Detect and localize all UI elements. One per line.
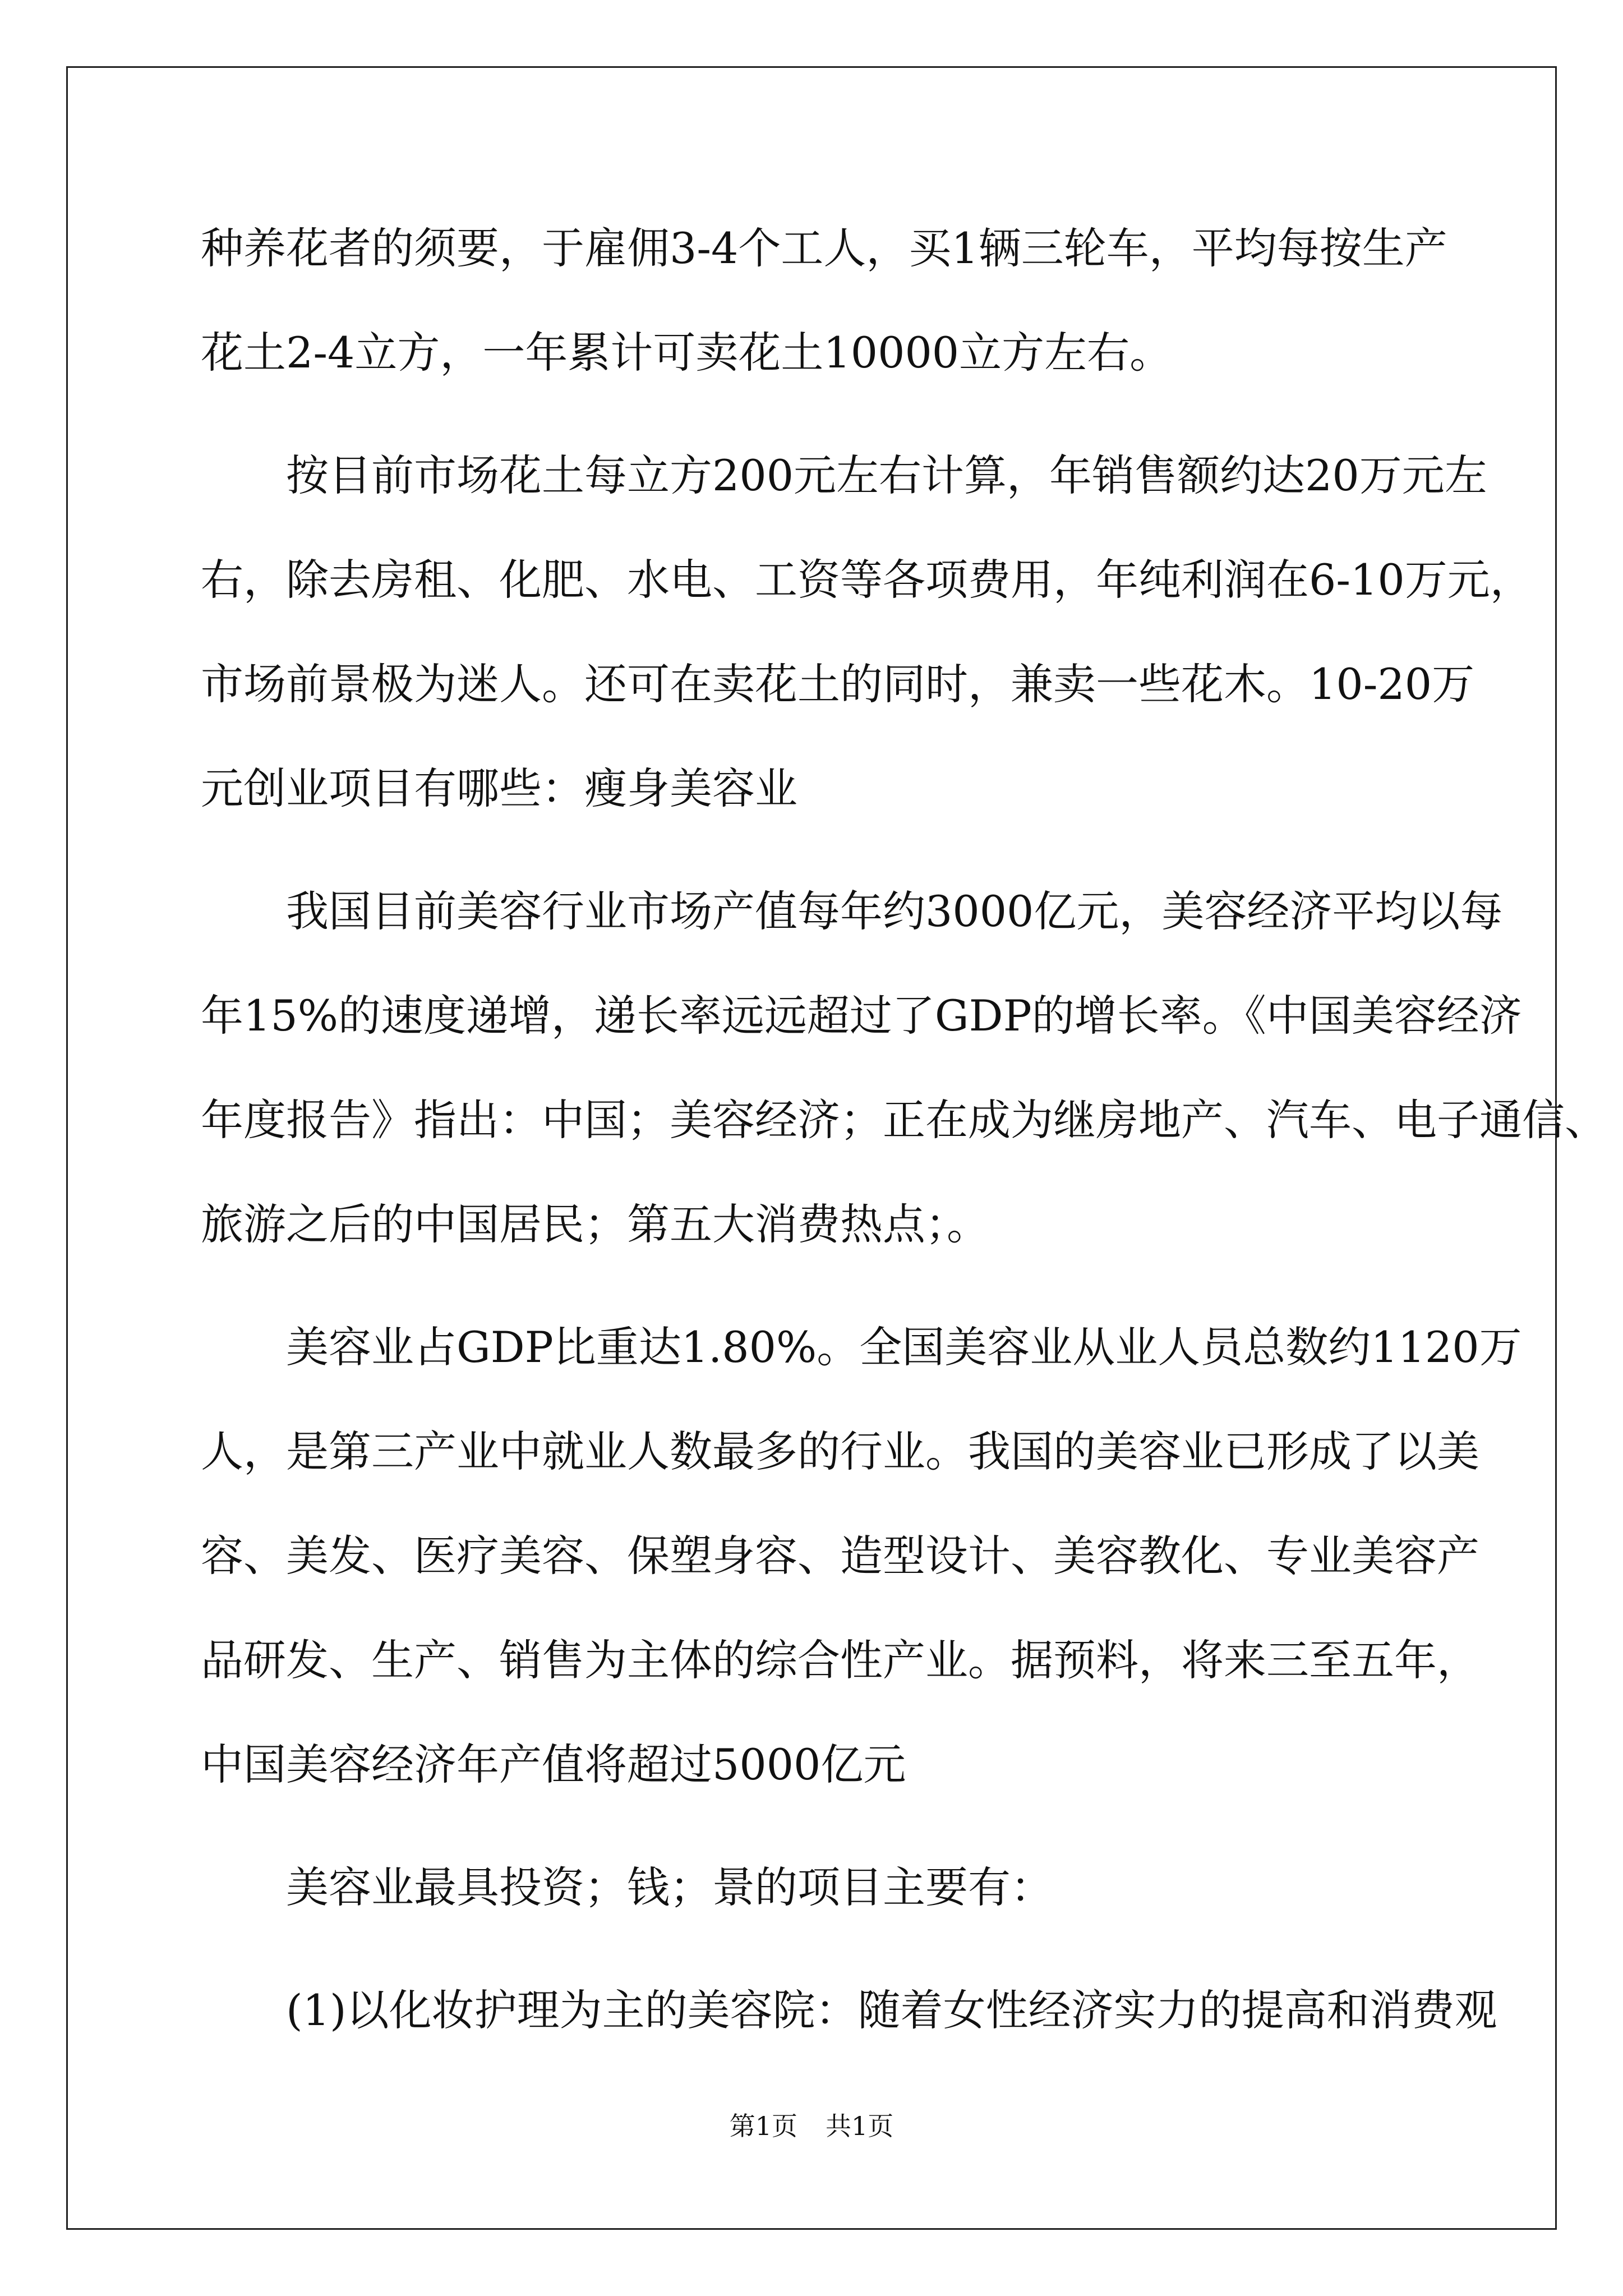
paragraph — [201, 424, 1533, 841]
text-line: 元创业项目有哪些：瘦身美容业 — [201, 763, 797, 813]
text-line: 花土2-4立方，一年累计可卖花土10000立方左右。 — [201, 328, 1173, 378]
paragraph — [201, 1958, 1497, 2063]
text-line: 右，除去房租、化肥、水电、工资等各项费用，年纯利润在6-10万元， — [201, 555, 1533, 605]
paragraph — [201, 859, 1607, 1277]
text-line: 我国目前美容行业市场产值每年约3000亿元，美容经济平均以每 — [201, 886, 1503, 936]
text-line: (1)以化妆护理为主的美容院：随着女性经济实力的提高和消费观 — [201, 1985, 1497, 2035]
document-body — [201, 196, 1607, 2063]
text-line: 人，是第三产业中就业人数最多的行业。我国的美容业已形成了以美 — [201, 1427, 1479, 1476]
text-line: 旅游之后的中国居民；第五大消费热点；。 — [201, 1199, 989, 1249]
paragraph — [201, 1295, 1522, 1817]
text-line: 市场前景极为迷人。还可在卖花土的同时，兼卖一些花木。10-20万 — [201, 659, 1475, 709]
page-total: 共1页 — [826, 2111, 894, 2141]
text-line: 美容业占GDP比重达1.80%。全国美容业从业人员总数约1120万 — [201, 1322, 1522, 1372]
text-line: 年15%的速度递增，递长率远远超过了GDP的增长率。《中国美容经济 — [201, 991, 1522, 1041]
text-line: 品研发、生产、销售为主体的综合性产业。据预料，将来三至五年， — [201, 1635, 1479, 1685]
page-number: 第1页 — [729, 2111, 797, 2141]
text-line: 美容业最具投资；钱；景的项目主要有： — [201, 1862, 1053, 1912]
paragraph — [201, 196, 1447, 405]
text-line: 按目前市场花土每立方200元左右计算，年销售额约达20万元左 — [201, 450, 1487, 500]
text-line: 年度报告》指出：中国；美容经济；正在成为继房地产、汽车、电子通信、 — [201, 1095, 1607, 1145]
paragraph — [201, 1835, 1435, 1940]
text-line: 容、美发、医疗美容、保塑身容、造型设计、美容教化、专业美容产 — [201, 1531, 1479, 1581]
page-footer — [0, 2109, 1623, 2143]
text-line: 中国美容经济年产值将超过5000亿元 — [201, 1740, 906, 1789]
text-line: 种养花者的须要，于雇佣3-4个工人，买1辆三轮车，平均每按生产 — [201, 223, 1447, 273]
